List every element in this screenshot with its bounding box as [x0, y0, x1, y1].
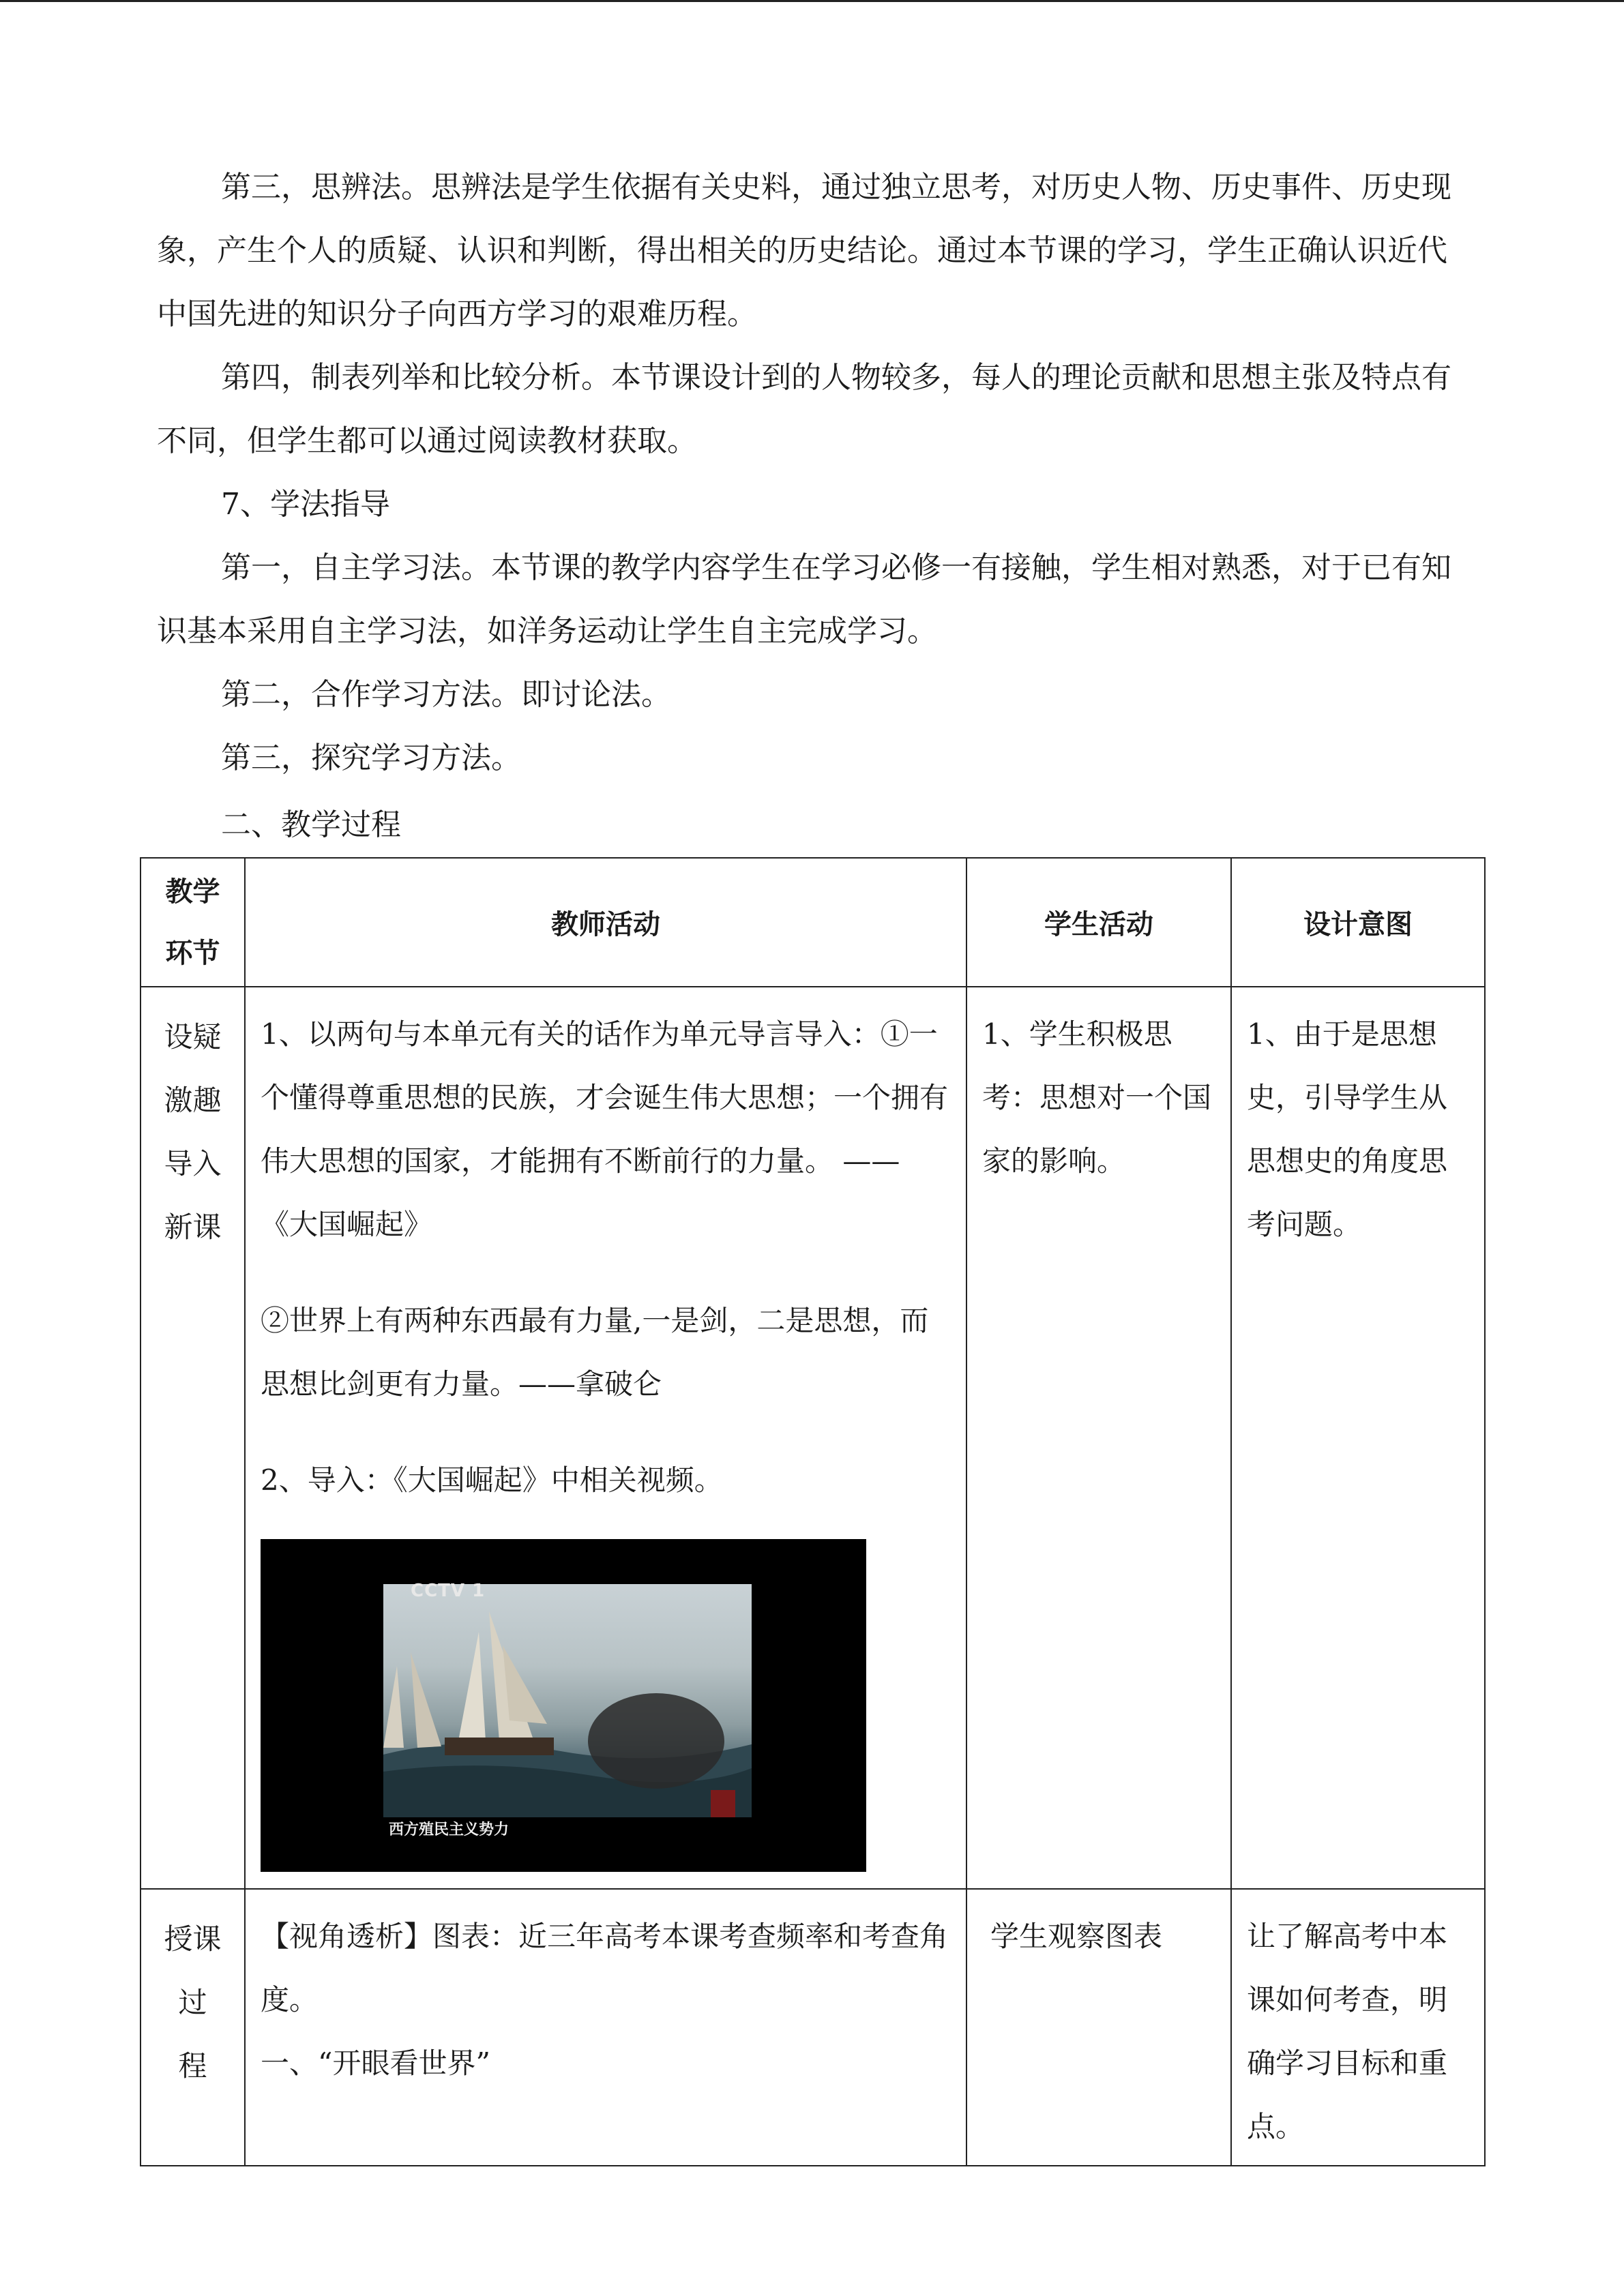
student-activity-cell: 学生观察图表 [966, 1889, 1231, 2166]
header-design-intent: 设计意图 [1231, 858, 1485, 987]
teacher-activity-cell [245, 987, 966, 1889]
design-intent-cell: 1、由于是思想史，引导学生从思想史的角度思考问题。 [1231, 987, 1485, 1889]
table-header-row [141, 858, 1485, 987]
intro-video-line: 2、导入：《大国崛起》中相关视频。 [261, 1463, 723, 1497]
table-row [141, 987, 1485, 1889]
paragraph-cooperative: 第二，合作学习方法。即讨论法。 [221, 677, 671, 712]
student-activity-cell: 1、学生积极思考：思想对一个国家的影响。 [966, 987, 1231, 1889]
teaching-process-table [140, 857, 1486, 2166]
cctv-logo: CCTV 1 [411, 1581, 486, 1601]
page-top-border [0, 0, 1624, 2]
table-row [141, 1889, 1485, 2166]
design-intent-cell: 让了解高考中本课如何考查，明确学习目标和重点。 [1231, 1889, 1485, 2166]
heading-teaching-process: 二、教学过程 [221, 807, 401, 842]
stage-cell: 设疑激趣导入新课 [141, 987, 245, 1889]
teacher-activity-cell [245, 1889, 966, 2166]
paragraph-self-study: 第一，自主学习法。本节课的教学内容学生在学习必修一有接触，学生相对熟悉，对于已有知识基本采用自主学习法，如洋务运动让学生自主完成学习。 [157, 550, 1451, 648]
video-caption: 西方殖民主义势力 [389, 1821, 510, 1838]
intro-quote-1: 1、以两句与本单元有关的话作为单元导言导入：①一个懂得尊重思想的民族，才会诞生伟大思想；一个拥有伟大思想的国家，才能拥有不断前行的力量。 ——《大国崛起》 [261, 1017, 949, 1241]
header-teacher-activity: 教师活动 [245, 858, 966, 987]
paragraph-tabulation: 第四，制表列举和比较分析。本节课设计到的人物较多，每人的理论贡献和思想主张及特点有不同，但学生都可以通过阅读教材获取。 [157, 360, 1451, 458]
paragraph-inquiry: 第三，探究学习方法。 [221, 741, 521, 775]
heading-study-guidance: 7、学法指导 [221, 487, 390, 522]
perspective-analysis: 【视角透析】图表：近三年高考本课考查频率和考查角度。 [261, 1920, 949, 2016]
section-open-eyes: 一、“开眼看世界” [261, 2046, 490, 2080]
channel-mark [711, 1790, 735, 1817]
stage-cell: 授课过 程 [141, 1889, 245, 2166]
header-student-activity: 学生活动 [966, 858, 1231, 987]
paragraph-critical-thinking: 第三，思辨法。思辨法是学生依据有关史料，通过独立思考，对历史人物、历史事件、历史现象，产生个人的质疑、认识和判断，得出相关的历史结论。通过本节课的学习，学生正确认识近代中国先进的知识分子向西方学习的艰难历程。 [157, 170, 1451, 331]
intro-quote-2: ②世界上有两种东西最有力量,一是剑，二是思想，而思想比剑更有力量。——拿破仑 [261, 1304, 929, 1401]
header-stage: 教学环节 [141, 858, 245, 987]
video-screenshot [261, 1539, 866, 1872]
